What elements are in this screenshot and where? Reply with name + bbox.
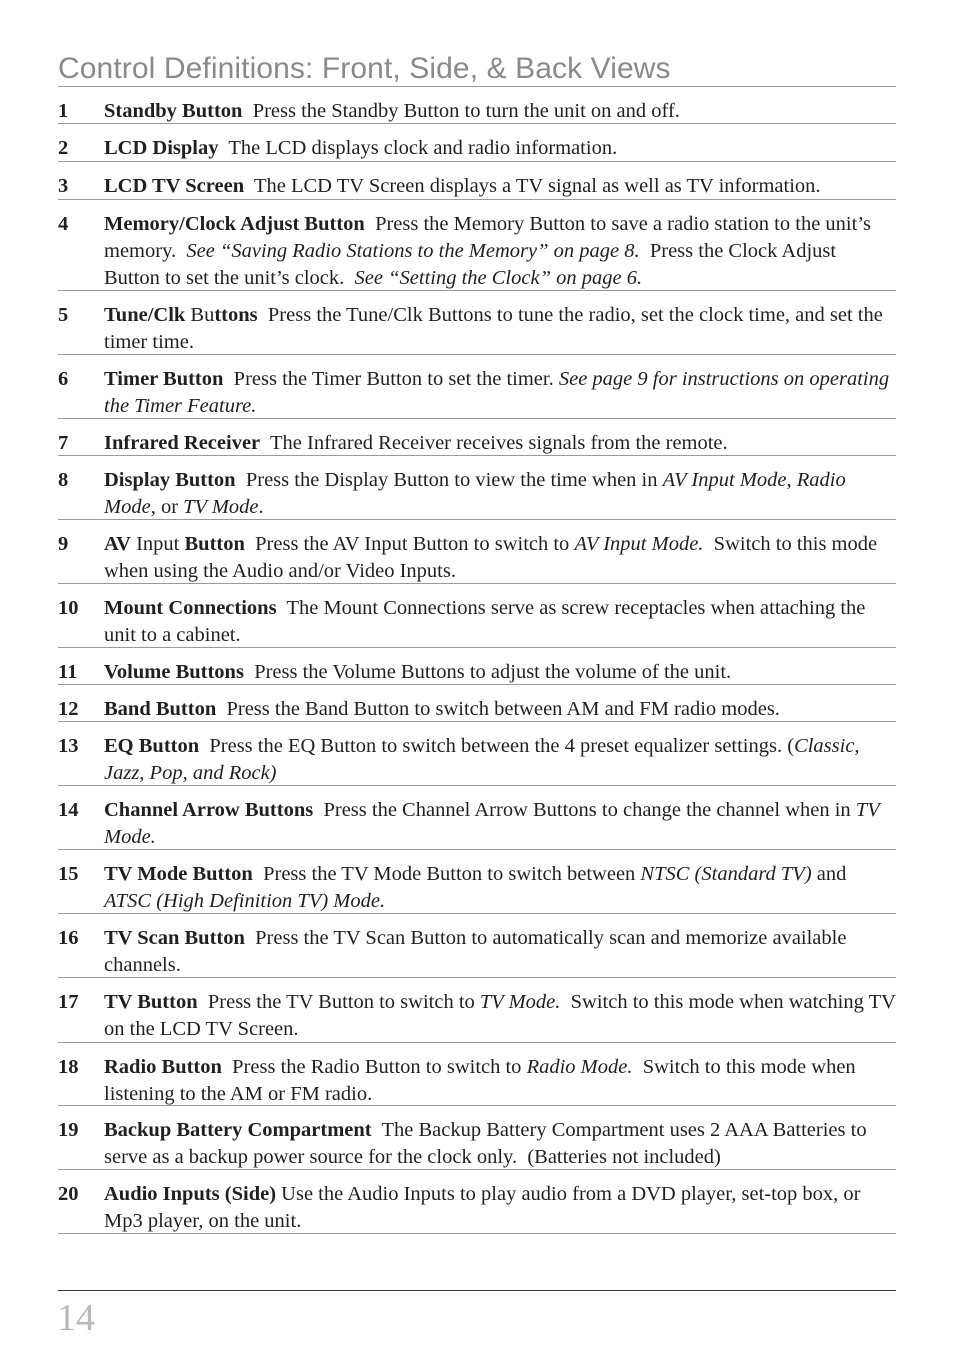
definition-text: [104, 696, 896, 723]
definition-term: Standby Button: [104, 100, 243, 122]
definition-number: 3: [58, 175, 69, 197]
definition-number: 19: [58, 1119, 79, 1141]
definition-text: [104, 302, 896, 356]
definition-body: The Infrared Receiver receives signals from the remote.: [260, 432, 728, 454]
definition-reference: AV Input Mode: [662, 469, 787, 491]
definition-number: 16: [58, 927, 79, 949]
definition-text: [104, 531, 896, 585]
definition-text: [104, 1117, 896, 1171]
page-number: 14: [57, 1297, 95, 1339]
definition-row: [58, 584, 896, 648]
definition-body: Press the Standby Button to turn the unit on and off.: [242, 100, 680, 122]
definition-reference: ATSC (High Definition TV) Mode.: [104, 890, 386, 912]
definition-body: The LCD TV Screen displays a TV signal as well as TV information.: [244, 175, 821, 197]
definition-row: [58, 200, 896, 291]
definition-body: Press the TV Mode Button to switch between: [252, 863, 641, 885]
definition-row: [58, 87, 896, 124]
definition-row: [58, 1043, 896, 1106]
definition-number: 6: [58, 368, 69, 390]
definition-row: [58, 914, 896, 978]
definition-term: ttons: [214, 304, 258, 326]
definition-term: Timer Button: [104, 368, 224, 390]
definition-term: Band Button: [104, 698, 217, 720]
definition-text: [104, 211, 896, 292]
definition-number: 15: [58, 863, 79, 885]
definition-body: Bu: [185, 304, 215, 326]
page-title: Control Definitions: Front, Side, & Back Views: [58, 52, 671, 85]
definition-body: Switch to this mode when watching TV on the LCD TV Screen.: [104, 991, 901, 1040]
definition-body: ,: [786, 469, 797, 491]
definition-term: Button: [184, 533, 245, 555]
definition-text: [104, 659, 896, 686]
definition-reference: TV Mode: [183, 496, 259, 518]
definition-body: , or: [150, 496, 184, 518]
definition-reference: Classic, Jazz, Pop, and Rock): [104, 735, 865, 784]
definition-text: [104, 733, 896, 787]
definition-row: [58, 786, 896, 850]
definition-body: Press the Memory Button to save a radio station to the unit’s memory.: [104, 213, 877, 262]
definition-row: [58, 124, 896, 162]
definition-body: The Backup Battery Compartment uses 2 AAA Batteries to serve as a backup power source for the clock only. (Batteries not included): [104, 1119, 872, 1168]
definition-row: [58, 355, 896, 419]
definition-text: [104, 1181, 896, 1235]
definition-reference: Radio Mode.: [526, 1056, 633, 1078]
definition-term: Channel Arrow Buttons: [104, 799, 314, 821]
definition-body: Press the Tune/Clk Buttons to tune the radio, set the clock time, and set the timer time.: [104, 304, 888, 353]
definition-number: 5: [58, 304, 69, 326]
footer-divider: [58, 1290, 896, 1291]
definition-text: [104, 98, 896, 125]
definition-body: and: [811, 863, 852, 885]
definition-body: Press the Timer Button to set the timer.: [223, 368, 559, 390]
definition-text: [104, 430, 896, 457]
definition-term: TV Mode Button: [104, 863, 253, 885]
definition-body: Switch to this mode when using the Audio and/or Video Inputs.: [104, 533, 883, 582]
definition-row: [58, 520, 896, 584]
definition-body: Press the AV Input Button to switch to: [244, 533, 575, 555]
definition-number: 10: [58, 597, 79, 619]
definition-text: [104, 467, 896, 521]
definition-row: [58, 685, 896, 722]
definition-body: Switch to this mode when listening to the AM or FM radio.: [104, 1056, 861, 1105]
definition-term: Display Button: [104, 469, 236, 491]
definition-body: Press the Display Button to view the time when in: [235, 469, 663, 491]
definition-number: 12: [58, 698, 79, 720]
definition-term: Backup Battery Compartment: [104, 1119, 372, 1141]
definition-term: LCD Display: [104, 137, 219, 159]
definition-body: Input: [130, 533, 185, 555]
definition-body: Press the Clock Adjust Button to set the unit’s clock.: [104, 240, 842, 289]
definition-number: 11: [58, 661, 78, 683]
definition-term: EQ Button: [104, 735, 200, 757]
definition-body: Press the Volume Buttons to adjust the volume of the unit.: [243, 661, 732, 683]
definition-row: [58, 162, 896, 200]
definition-body: The LCD displays clock and radio information.: [218, 137, 618, 159]
definition-reference: Radio Mode: [104, 469, 851, 518]
definition-text: [104, 135, 896, 162]
definition-text: [104, 595, 896, 649]
definition-body: Press the TV Button to switch to: [197, 991, 480, 1013]
definition-body: Press the Radio Button to switch to: [221, 1056, 527, 1078]
definition-term: Memory/Clock Adjust Button: [104, 213, 365, 235]
definition-number: 18: [58, 1056, 79, 1078]
definition-reference: NTSC (Standard TV): [640, 863, 812, 885]
definition-body: .: [258, 496, 264, 518]
definition-number: 9: [58, 533, 69, 555]
definition-body: Press the Band Button to switch between AM and FM radio modes.: [216, 698, 780, 720]
definition-term: Volume Buttons: [104, 661, 244, 683]
definition-row: [58, 1106, 896, 1170]
definition-body: Use the Audio Inputs to play audio from a DVD player, set-top box, or Mp3 player, on the unit.: [104, 1183, 866, 1232]
definition-term: Infrared Receiver: [104, 432, 261, 454]
definition-row: [58, 419, 896, 456]
definition-row: [58, 978, 901, 1043]
definition-term: Audio Inputs (Side): [104, 1183, 277, 1205]
definition-term: TV Button: [104, 991, 198, 1013]
definition-text: [104, 1054, 896, 1108]
definition-reference: See “Setting the Clock” on page 6.: [354, 267, 643, 289]
definition-term: TV Scan Button: [104, 927, 245, 949]
definition-reference: TV Mode.: [479, 991, 561, 1013]
definition-row: [58, 850, 896, 914]
definition-number: 20: [58, 1183, 79, 1205]
definition-term: Mount Connections: [104, 597, 277, 619]
definition-body: Press the TV Scan Button to automatically scan and memorize available channels.: [104, 927, 852, 976]
definition-number: 8: [58, 469, 69, 491]
definition-number: 14: [58, 799, 79, 821]
definition-number: 1: [58, 100, 69, 122]
definition-number: 4: [58, 213, 69, 235]
definition-number: 17: [58, 991, 79, 1013]
definition-row: [58, 722, 896, 786]
definition-row: [58, 456, 896, 520]
definition-term: Radio Button: [104, 1056, 222, 1078]
definition-row: [58, 291, 896, 355]
definition-term: Tune/Clk: [104, 304, 186, 326]
definition-text: [104, 797, 896, 851]
definition-text: [104, 366, 896, 420]
definition-body: Press the EQ Button to switch between the 4 preset equalizer settings. (: [199, 735, 795, 757]
control-definitions-list: [58, 87, 901, 1234]
definition-reference: AV Input Mode.: [574, 533, 704, 555]
definition-text: [104, 173, 896, 200]
definition-row: [58, 1170, 896, 1234]
definition-reference: TV Mode.: [104, 799, 885, 848]
definition-number: 7: [58, 432, 69, 454]
definition-reference: See “Saving Radio Stations to the Memory” on page 8.: [186, 240, 640, 262]
definition-number: 2: [58, 137, 69, 159]
definition-term: AV: [104, 533, 131, 555]
definition-number: 13: [58, 735, 79, 757]
definition-text: [104, 861, 896, 915]
definition-term: LCD TV Screen: [104, 175, 245, 197]
definition-body: The Mount Connections serve as screw receptacles when attaching the unit to a cabinet.: [104, 597, 871, 646]
definition-text: [104, 925, 896, 979]
definition-reference: See page 9 for instructions on operating the Timer Feature.: [104, 368, 895, 417]
definition-text: [104, 989, 901, 1043]
definition-body: Press the Channel Arrow Buttons to change the channel when in: [313, 799, 856, 821]
definition-row: [58, 648, 896, 685]
